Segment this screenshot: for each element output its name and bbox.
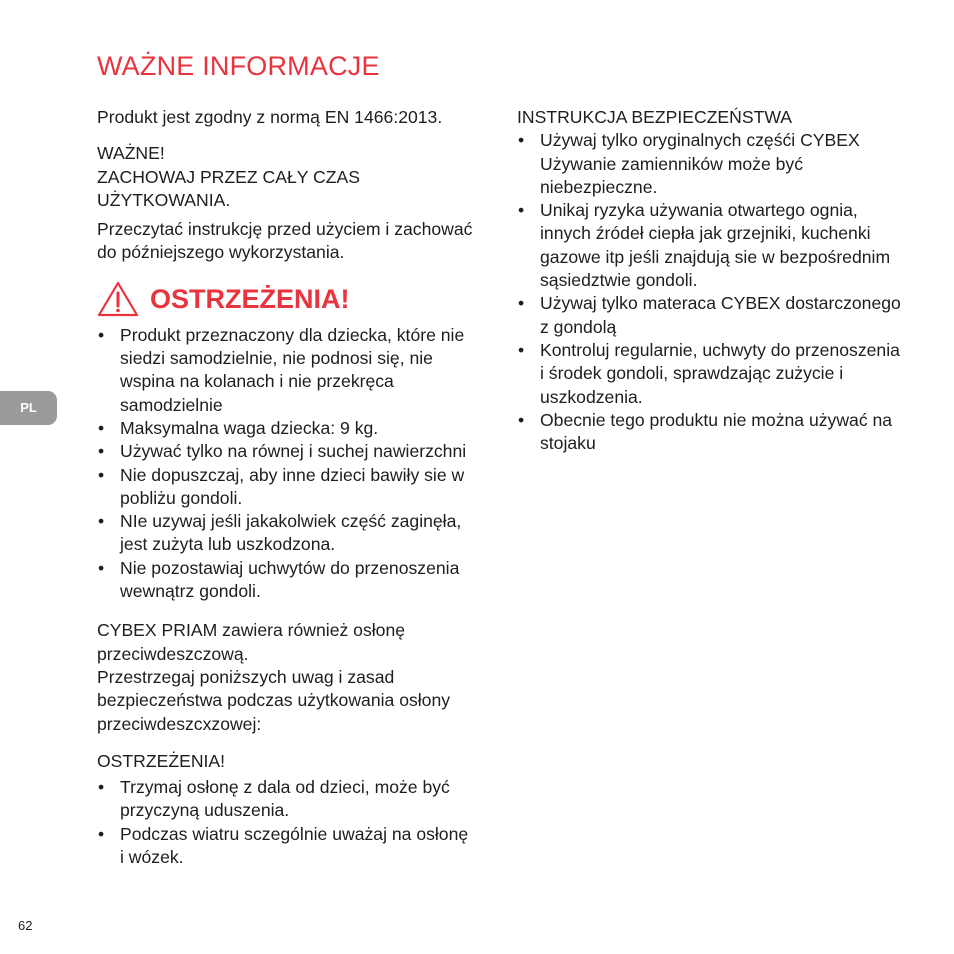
list-item — [97, 417, 475, 440]
list-item — [97, 440, 475, 463]
list-item-text: Używaj tylko oryginalnych częśći CYBEX Używanie zamienników może być niebezpieczne. — [540, 130, 860, 197]
warning-triangle-icon — [97, 281, 139, 317]
list-item-text: Maksymalna waga dziecka: 9 kg. — [120, 417, 379, 438]
rain-cover-text: CYBEX PRIAM zawiera również osłonę przeciwdeszczową. — [97, 620, 406, 664]
bullet: • — [98, 777, 105, 798]
warnings-list — [97, 324, 475, 604]
list-item — [97, 823, 475, 870]
read-instructions-text: Przeczytać instrukcję przed użyciem i zachować do późniejszego wykorzystania. — [97, 219, 473, 263]
list-item — [517, 199, 907, 292]
bullet: • — [518, 339, 525, 360]
list-item-text: Obecnie tego produktu nie można używać na stojaku — [540, 409, 893, 454]
list-item — [97, 464, 475, 511]
language-tab — [0, 391, 57, 425]
important-line: ZACHOWAJ PRZEZ CAŁY CZAS — [97, 166, 360, 187]
important-line: WAŻNE! — [97, 143, 165, 164]
list-item-text: Unikaj ryzyka używania otwartego ognia, innych źródeł ciepła jak grzejniki, kuchenki gazowe itp jeśli znajdują sie w bezpośrednim sąsiedztwie gondoli. — [540, 200, 891, 291]
bullet: • — [98, 324, 105, 345]
bullet: • — [98, 417, 105, 438]
bullet: • — [98, 511, 105, 532]
important-block — [97, 142, 475, 212]
bullet: • — [518, 200, 525, 221]
list-item-text: Nie dopuszczaj, aby inne dzieci bawiły sie w pobliżu gondoli. — [120, 464, 465, 508]
bullet: • — [518, 293, 525, 314]
list-item — [517, 129, 907, 199]
norm-text: Produkt jest zgodny z normą EN 1466:2013. — [97, 107, 443, 127]
rain-cover-note: Przestrzegaj poniższych uwag i zasad bezpieczeństwa podczas użytkowania osłony przeciwdeszcxzowej: — [97, 666, 451, 734]
list-item — [97, 776, 475, 823]
rain-warnings-title: OSTRZEŻENIA! — [97, 750, 226, 771]
list-item-text: Używaj tylko materaca CYBEX dostarczonego z gondolą — [540, 293, 901, 337]
list-item-text: Nie pozostawiaj uchwytów do przenoszenia wewnątrz gondoli. — [120, 557, 460, 602]
bullet: • — [98, 557, 105, 578]
bullet: • — [518, 130, 525, 151]
warnings-heading — [97, 282, 475, 316]
bullet: • — [98, 464, 105, 485]
page-title: WAŻNE INFORMACJE — [97, 51, 380, 81]
right-column — [517, 106, 907, 455]
list-item — [97, 324, 475, 417]
list-item — [517, 339, 907, 409]
safety-list — [517, 129, 907, 455]
list-item-text: Trzymaj osłonę z dala od dzieci, może być przyczyną uduszenia. — [120, 777, 450, 821]
list-item-text: Podczas wiatru sczególnie uważaj na osłonę i wózek. — [120, 823, 469, 868]
bullet: • — [98, 441, 105, 462]
list-item — [517, 292, 907, 339]
bullet: • — [98, 823, 105, 844]
page-number: 62 — [18, 918, 33, 933]
safety-title: INSTRUKCJA BEZPIECZEŃSTWA — [517, 107, 793, 127]
left-column — [97, 106, 475, 869]
important-line: UŻYTKOWANIA. — [97, 189, 231, 210]
list-item-text: Używać tylko na równej i suchej nawierzchni — [120, 441, 467, 462]
list-item-text: NIe uzywaj jeśli jakakolwiek część zaginęła, jest zużyta lub uszkodzona. — [120, 511, 462, 555]
list-item — [517, 409, 907, 456]
list-item — [97, 557, 475, 604]
list-item-text: Produkt przeznaczony dla dziecka, które nie siedzi samodzielnie, nie podnosi się, nie wspina na kolanach i nie przekręca samodzielnie — [120, 324, 465, 415]
rain-warnings-list — [97, 776, 475, 869]
language-tab-label: PL — [20, 400, 37, 416]
warnings-title: OSTRZEŻENIA! — [150, 283, 350, 314]
bullet: • — [518, 409, 525, 430]
list-item-text: Kontroluj regularnie, uchwyty do przenoszenia i środek gondoli, sprawdzając zużycie i uszkodzenia. — [540, 339, 900, 407]
list-item — [97, 510, 475, 557]
